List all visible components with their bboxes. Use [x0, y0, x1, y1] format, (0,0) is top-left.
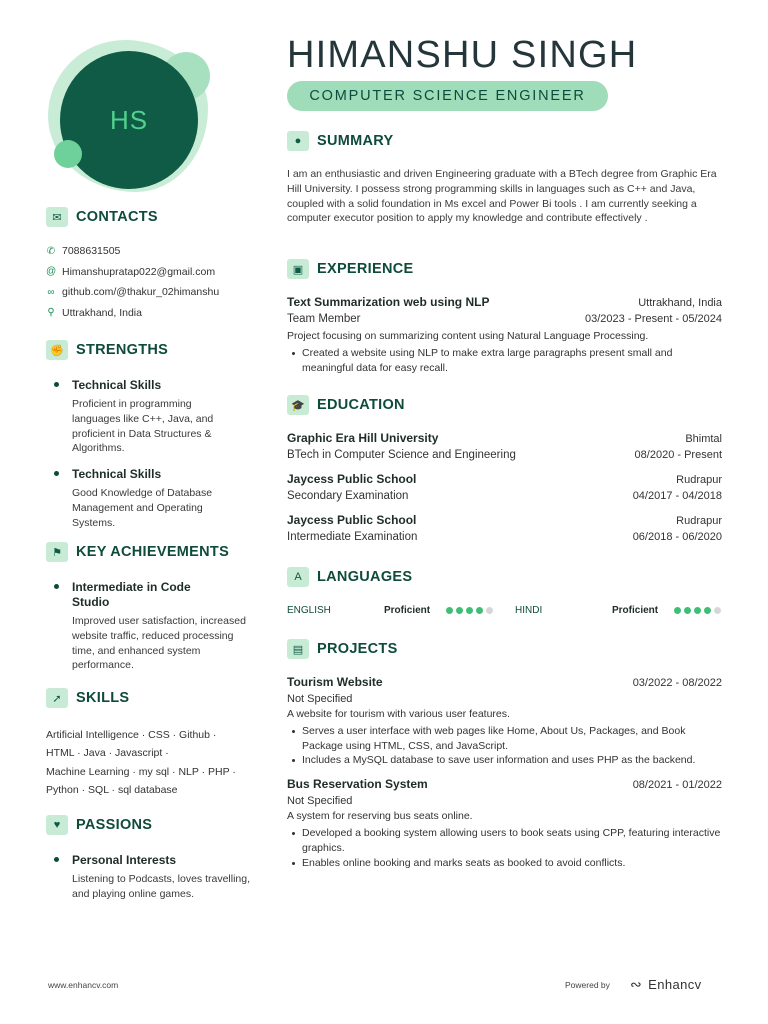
- entry-dates: 04/2017 - 04/2018: [632, 490, 722, 502]
- candidate-name: HIMANSHU SINGH: [287, 34, 638, 76]
- section-title: SUMMARY: [317, 133, 394, 149]
- location-text: Uttrakhand, India: [62, 306, 142, 319]
- entry-degree: Secondary Examination: [287, 490, 409, 502]
- user-icon: ●: [287, 131, 309, 151]
- link-icon: ∞: [47, 286, 55, 298]
- rating-dot: [704, 607, 711, 614]
- list-item: [46, 467, 266, 530]
- avatar-dot: [54, 140, 82, 168]
- summary-section: [287, 131, 722, 226]
- document-icon: ▤: [287, 639, 309, 659]
- languages-section: [287, 567, 722, 616]
- entry-title: Graphic Era Hill University: [287, 431, 439, 445]
- rating-dot: [476, 607, 483, 614]
- entry-location: Rudrapur: [676, 474, 722, 486]
- section-title: KEY ACHIEVEMENTS: [76, 544, 230, 560]
- entry-location: Bhimtal: [685, 433, 722, 445]
- skills-section: [46, 688, 266, 799]
- entry-title: Bus Reservation System: [287, 777, 428, 792]
- contact-location: [46, 307, 266, 319]
- contact-phone[interactable]: [46, 245, 266, 257]
- entry-dates: 06/2018 - 06/2020: [632, 531, 722, 543]
- flag-icon: ⚑: [46, 542, 68, 562]
- entry-points: [287, 346, 722, 376]
- languages-list: [287, 605, 722, 616]
- avatar-area: [44, 38, 214, 198]
- contact-link[interactable]: [46, 286, 266, 298]
- skills-line: Machine Learning · my sql · NLP · PHP ·: [46, 765, 236, 778]
- point: Serves a user interface with web pages like Home, About Us, Packages, and Book Package using HTML, CSS, and JavaScript.: [302, 724, 722, 754]
- item-desc: Listening to Podcasts, loves travelling, and playing online games.: [72, 873, 251, 900]
- entry-location: Uttrakhand, India: [638, 297, 722, 309]
- phone-icon: ✆: [46, 245, 56, 257]
- entry-points: [287, 826, 722, 870]
- footer-site[interactable]: www.enhancv.com: [48, 980, 119, 990]
- section-title: LANGUAGES: [317, 569, 413, 585]
- skills-line: Python · SQL · sql database: [46, 783, 178, 796]
- entry-title: Tourism Website: [287, 675, 383, 689]
- education-section: [287, 395, 722, 543]
- item-title: Technical Skills: [72, 378, 162, 392]
- entry-location: Rudrapur: [676, 515, 722, 527]
- entry-position: Team Member: [287, 313, 361, 325]
- experience-entry: [287, 295, 722, 375]
- footer-powered: Powered by: [565, 980, 610, 990]
- rating-dot: [674, 607, 681, 614]
- entry-title: Jaycess Public School: [287, 472, 417, 486]
- link-text: github.com/@thakur_02himanshu: [62, 286, 220, 298]
- rocket-icon: ➚: [46, 688, 68, 708]
- enhancv-logo-icon: ∾: [630, 976, 643, 992]
- language-level: Proficient: [612, 605, 659, 616]
- entry-desc: A website for tourism with various user features.: [287, 708, 510, 720]
- skills-line: HTML · Java · Javascript ·: [46, 747, 169, 760]
- rating-dot: [456, 607, 463, 614]
- point: Enables online booking and marks seats as booked to avoid conflicts.: [302, 856, 722, 871]
- section-title: PASSIONS: [76, 817, 153, 833]
- item-desc: Improved user satisfaction, increased website traffic, reduced processing time, and enhanced system performance.: [72, 615, 246, 672]
- entry-role: Not Specified: [287, 693, 353, 705]
- item-title: Personal Interests: [72, 853, 177, 867]
- entry-dates: 08/2020 - Present: [634, 449, 722, 461]
- passions-section: [46, 815, 266, 913]
- rating-dot: [486, 607, 493, 614]
- section-title: EDUCATION: [317, 397, 405, 413]
- education-entry: [287, 513, 722, 543]
- language-name: HINDI: [515, 605, 543, 616]
- contacts-section: [46, 207, 266, 327]
- rating-dot: [446, 607, 453, 614]
- item-desc: Proficient in programming languages like C++, Java, and proficient in Data Structures & Algorithms.: [72, 398, 214, 455]
- education-entry: [287, 472, 722, 502]
- project-entry: [287, 777, 722, 870]
- entry-degree: BTech in Computer Science and Engineering: [287, 449, 516, 461]
- section-title: SKILLS: [76, 690, 130, 706]
- phone-text: 7088631505: [62, 245, 121, 257]
- heart-icon: ♥: [46, 815, 68, 835]
- language-item: [287, 605, 515, 616]
- brand-logo[interactable]: [630, 976, 702, 993]
- list-item: [46, 853, 266, 902]
- entry-title: Jaycess Public School: [287, 513, 417, 527]
- avatar: [60, 51, 198, 189]
- language-item: [515, 605, 721, 616]
- point: Created a website using NLP to make extra large paragraphs present small and meaningful data for easy recall.: [302, 346, 722, 376]
- entry-dates: 03/2022 - 08/2022: [632, 677, 722, 689]
- entry-role: Not Specified: [287, 795, 353, 808]
- section-title: CONTACTS: [76, 209, 158, 225]
- rating-dot: [466, 607, 473, 614]
- experience-section: [287, 259, 722, 375]
- education-entry: [287, 431, 722, 461]
- point: Includes a MySQL database to save user information and uses PHP as the backend.: [302, 753, 722, 768]
- contact-email[interactable]: [46, 266, 266, 278]
- language-level: Proficient: [384, 605, 431, 616]
- item-title: Intermediate in Code Studio: [72, 580, 191, 609]
- achievements-section: [46, 542, 266, 684]
- entry-points: [287, 724, 722, 768]
- brand-name: Enhancv: [648, 977, 702, 992]
- language-rating: [674, 607, 721, 614]
- avatar-initials: HS: [109, 104, 149, 135]
- entry-dates: 03/2023 - Present - 05/2024: [585, 313, 722, 325]
- item-desc: Good Knowledge of Database Management and Operating Systems.: [72, 487, 213, 529]
- item-title: Technical Skills: [72, 467, 162, 482]
- list-item: [46, 580, 266, 673]
- point: Developed a booking system allowing users to book seats using CPP, featuring interactive graphics.: [302, 826, 721, 854]
- at-icon: @: [46, 266, 57, 277]
- email-text: Himanshupratap022@gmail.com: [62, 265, 216, 278]
- entry-dates: 08/2021 - 01/2022: [632, 779, 722, 792]
- entry-title: Text Summarization web using NLP: [287, 295, 490, 309]
- section-title: EXPERIENCE: [317, 261, 414, 277]
- rating-dot: [714, 607, 721, 614]
- role-badge: [287, 81, 608, 111]
- strengths-section: [46, 340, 266, 542]
- language-rating: [446, 607, 493, 614]
- briefcase-user-icon: ▣: [287, 259, 309, 279]
- location-pin-icon: ⚲: [47, 307, 55, 318]
- section-title: PROJECTS: [317, 641, 398, 657]
- role-text: COMPUTER SCIENCE ENGINEER: [309, 88, 586, 104]
- skills-list: [46, 726, 266, 799]
- project-entry: [287, 675, 722, 768]
- entry-degree: Intermediate Examination: [287, 531, 418, 543]
- language-icon: A: [287, 567, 309, 587]
- entry-desc: A system for reserving bus seats online.: [287, 810, 473, 823]
- graduation-cap-icon: 🎓: [287, 395, 309, 415]
- entry-desc: Project focusing on summarizing content using Natural Language Processing.: [287, 330, 649, 342]
- skills-line: Artificial Intelligence · CSS · Github ·: [46, 729, 217, 741]
- summary-text: I am an enthusiastic and driven Engineering graduate with a BTech degree from Graphic Era Hill University. I possess strong programming skills in languages such as C++ and Java, coupled with a solid foundation in Ms excel and Power Bi tools . I am currently seeking a computer executor position to apply my knowledge and contribute effectively .: [287, 168, 717, 225]
- handshake-icon: ✊: [46, 340, 68, 360]
- rating-dot: [684, 607, 691, 614]
- section-title: STRENGTHS: [76, 342, 169, 358]
- rating-dot: [694, 607, 701, 614]
- list-item: [46, 378, 266, 456]
- language-name: ENGLISH: [287, 605, 331, 616]
- projects-section: [287, 639, 722, 870]
- envelope-icon: ✉: [46, 207, 68, 227]
